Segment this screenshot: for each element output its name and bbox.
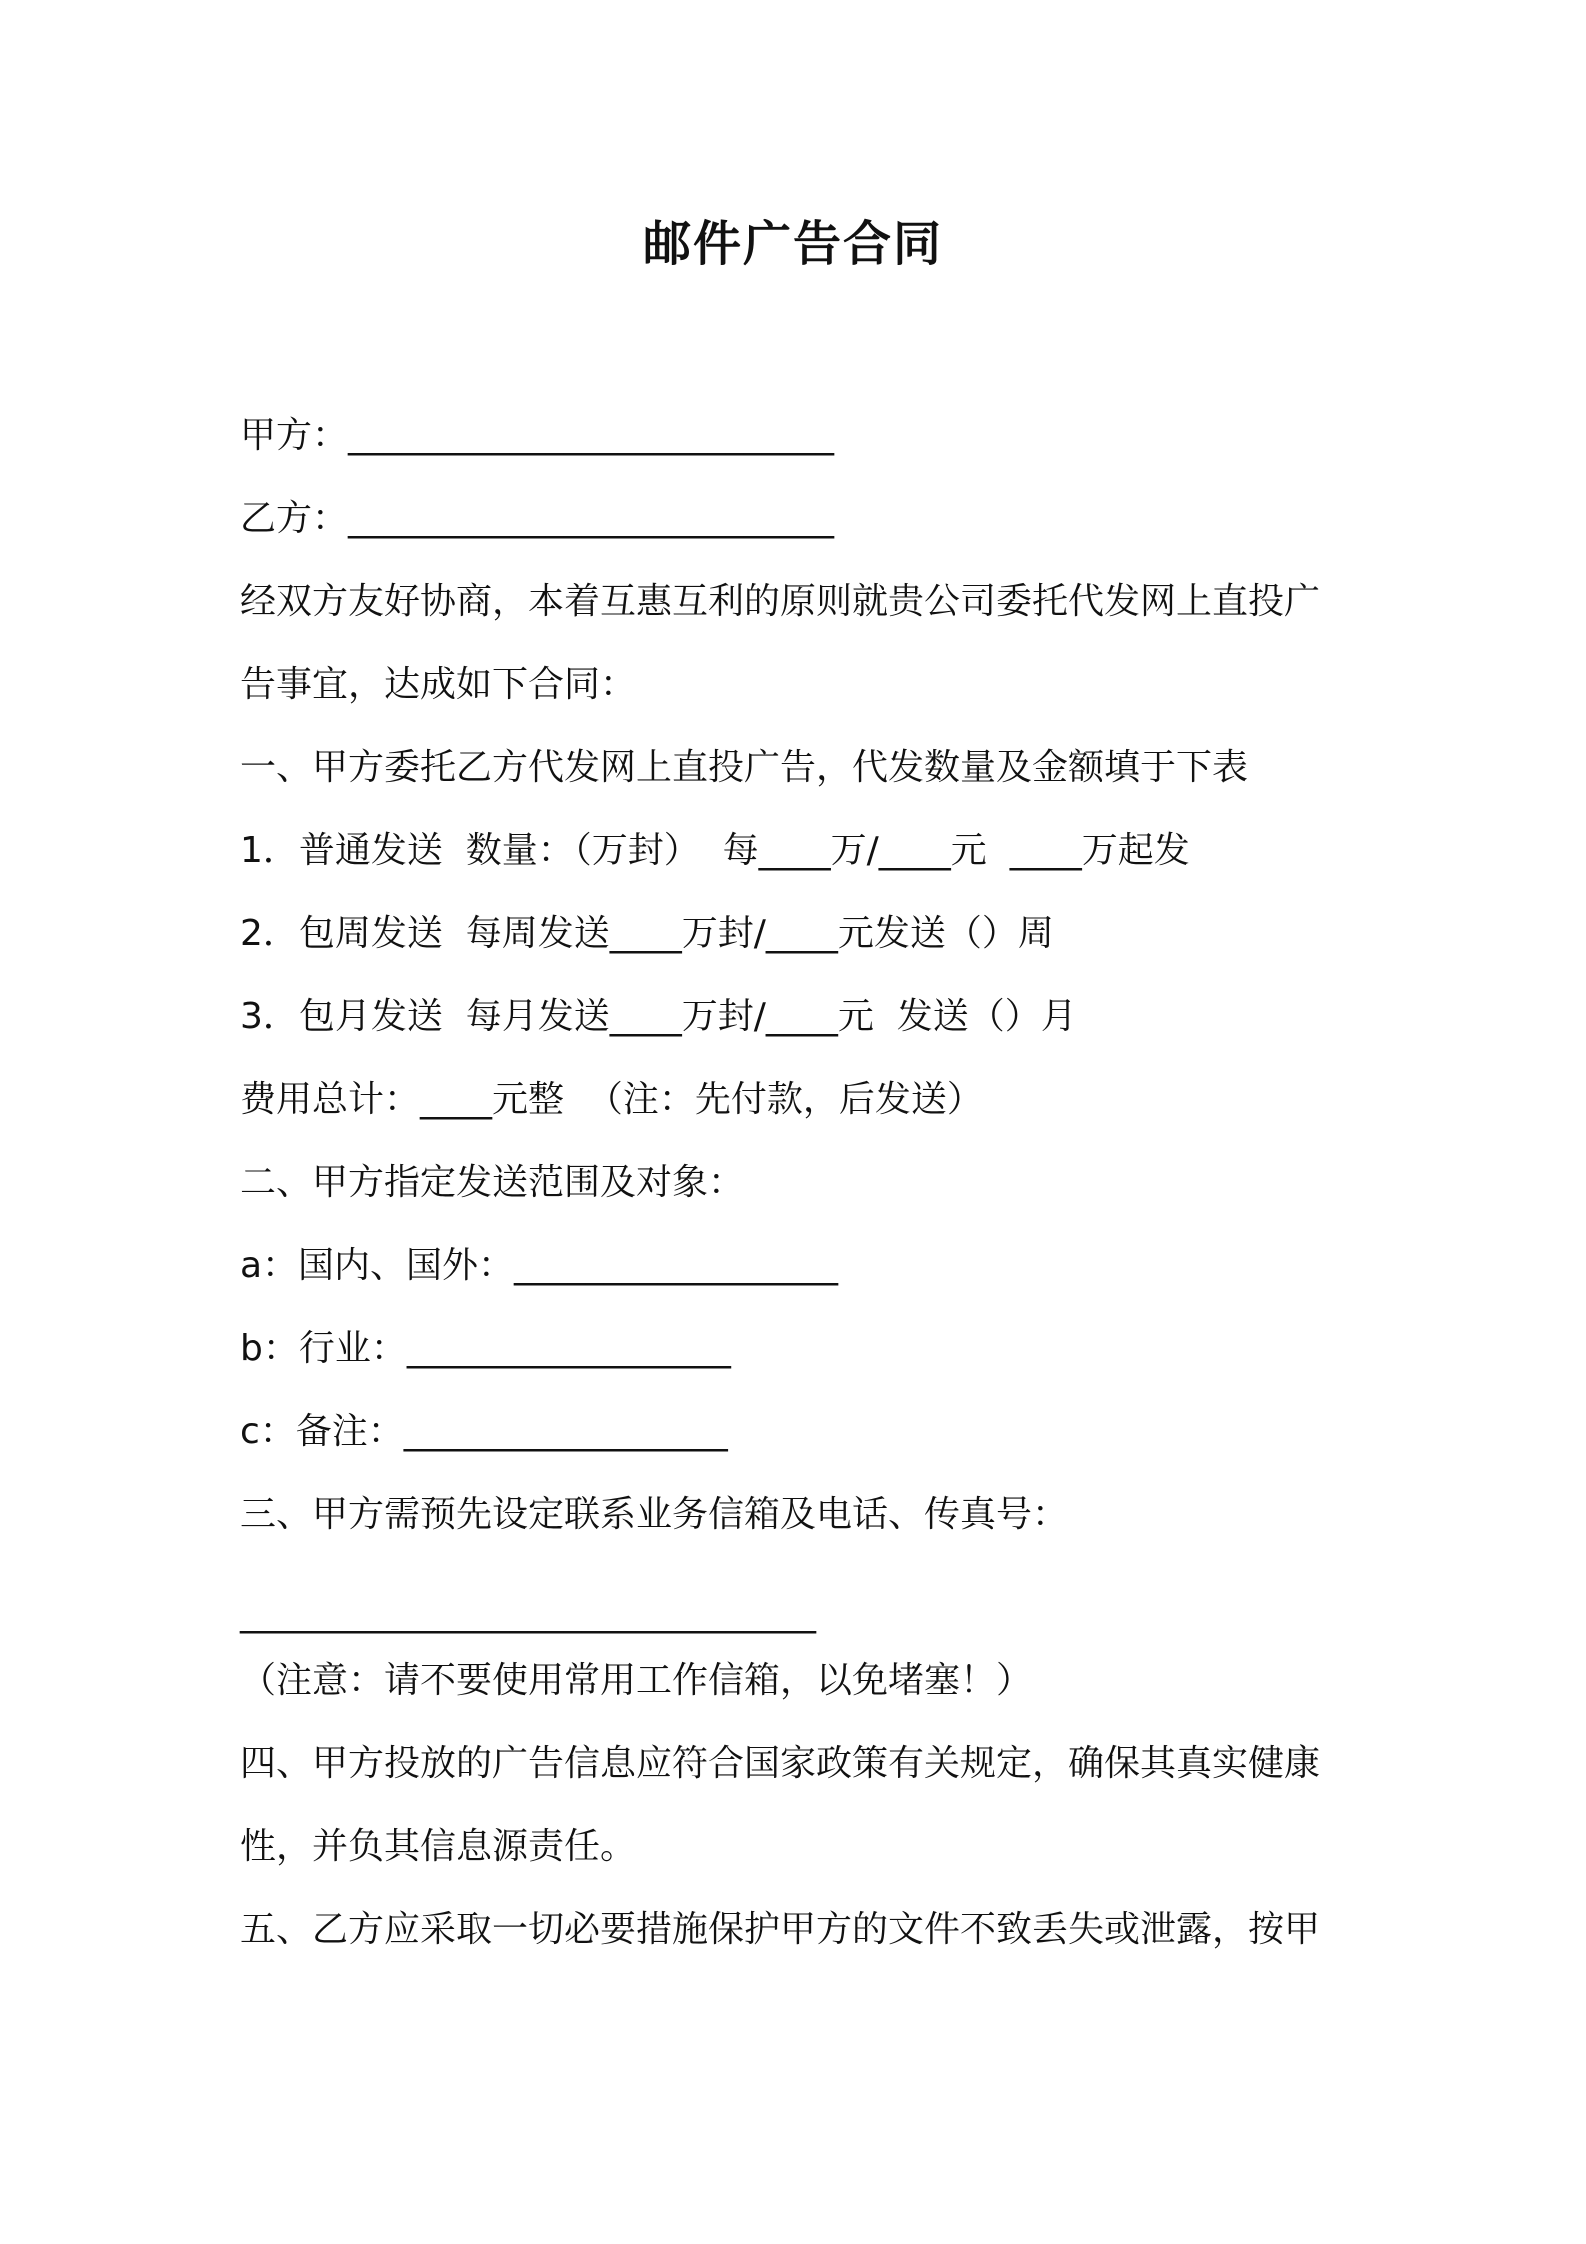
clause-2-item-c: c：备注：__________________ [240,1411,728,1452]
party-a-line: 甲方：___________________________ [240,415,835,456]
clause-1-item-2: 2．包周发送 每周发送____万封/____元发送（）周 [240,913,1054,954]
clause-4-line-2: 性，并负其信息源责任。 [240,1826,637,1867]
document-title: 邮件广告合同 [642,216,943,272]
total-cost-line: 费用总计：____元整 （注：先付款，后发送） [240,1079,983,1120]
clause-4-line-1: 四、甲方投放的广告信息应符合国家政策有关规定，确保其真实健康 [240,1743,1321,1784]
clause-1-item-1: 1．普通发送 数量：（万封） 每____万/____元 ____万起发 [240,830,1190,871]
clause-2-heading: 二、甲方指定发送范围及对象： [240,1162,745,1203]
clause-1-heading: 一、甲方委托乙方代发网上直投广告，代发数量及金额填于下表 [240,747,1249,788]
party-b-line: 乙方：___________________________ [240,498,835,539]
clause-3-note: （注意：请不要使用常用工作信箱，以免堵塞！） [240,1660,1033,1701]
clause-5-line-1: 五、乙方应采取一切必要措施保护甲方的文件不致丢失或泄露，按甲 [240,1909,1321,1950]
clause-3-blank-line: ________________________________ [240,1593,816,1634]
preamble-line-2: 告事宜，达成如下合同： [240,664,637,705]
clause-3-heading: 三、甲方需预先设定联系业务信箱及电话、传真号： [240,1494,1069,1535]
clause-2-item-b: b：行业：__________________ [240,1328,731,1369]
clause-2-item-a: a：国内、国外：__________________ [240,1245,839,1286]
preamble-line-1: 经双方友好协商，本着互惠互利的原则就贵公司委托代发网上直投广 [240,581,1321,622]
clause-1-item-3: 3．包月发送 每月发送____万封/____元 发送（）月 [240,996,1077,1037]
